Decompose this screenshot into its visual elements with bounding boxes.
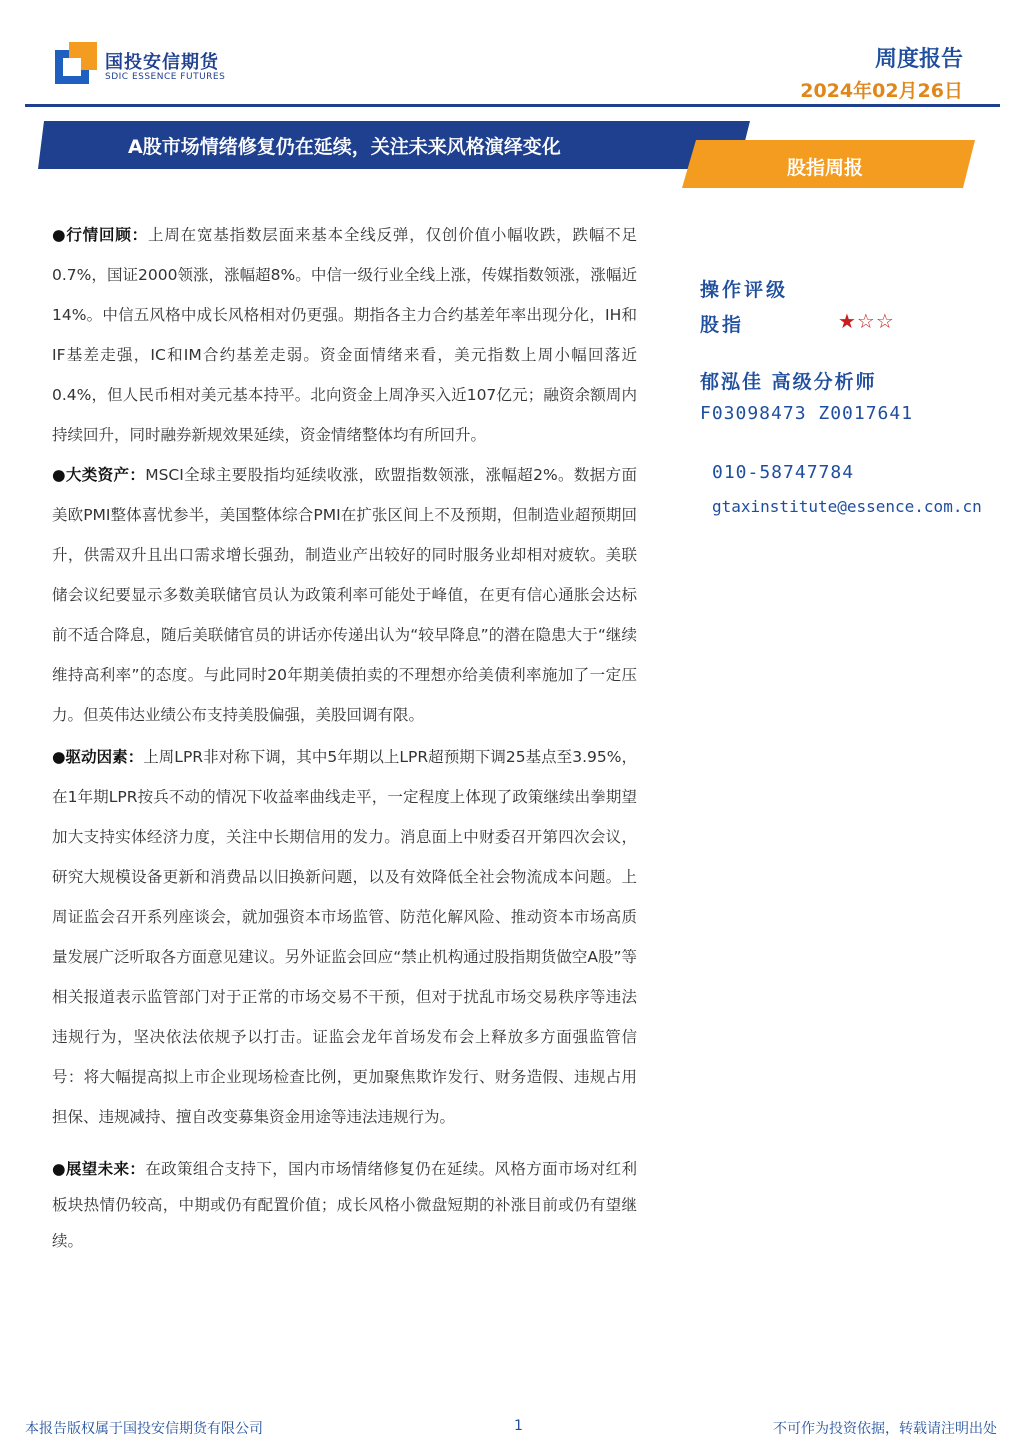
- section-outlook: [52, 1151, 637, 1259]
- section-heading: ●行情回顾：: [52, 226, 148, 244]
- logo-mark-icon: [55, 42, 97, 84]
- report-title: A股市场情绪修复仍在延续，关注未来风格演绎变化: [128, 136, 561, 158]
- analyst-phone: 010-58747784: [712, 462, 855, 483]
- report-category: 股指周报: [787, 157, 864, 179]
- header-divider: [25, 104, 1000, 107]
- logo-chinese-name: 国投安信期货: [105, 52, 219, 73]
- report-body: [52, 215, 637, 1259]
- report-date: 2024年02月26日: [800, 80, 963, 102]
- section-asset-classes: [52, 455, 637, 735]
- report-type: 周度报告: [874, 47, 963, 72]
- footer-disclaimer: 不可作为投资依据，转载请注明出处: [773, 1421, 997, 1437]
- rating-title: 操作评级: [700, 279, 789, 301]
- page-number: 1: [514, 1418, 523, 1434]
- footer-copyright: 本报告版权属于国投安信期货有限公司: [25, 1421, 263, 1437]
- analyst-license: F03098473 Z0017641: [700, 403, 914, 424]
- logo-english-name: SDIC ESSENCE FUTURES: [105, 72, 226, 82]
- rating-label: 股指: [700, 314, 745, 336]
- section-heading: ●驱动因素：: [52, 748, 144, 766]
- section-text: MSCI全球主要股指均延续收涨，欧盟指数领涨，涨幅超2%。数据方面美欧PMI整体喜忧参半，美国整体综合PMI在扩张区间上不及预期，但制造业超预期回升，供需双升且出口需求增长强劲，制造业产出较好的同时服务业却相对疲软。美联储会议纪要显示多数美联储官员认为政策利率可能处于峰值，在更有信心通胀会达标前不适合降息，随后美联储官员的讲话亦传递出认为“较早降息”的潜在隐患大于“继续维持高利率”的态度。与此同时20年期美债拍卖的不理想亦给美债利率施加了一定压力。但英伟达业绩公布支持美股偏强，美股回调有限。: [52, 466, 638, 724]
- section-heading: ●大类资产：: [52, 466, 146, 484]
- section-text: 上周在宽基指数层面来基本全线反弹，仅创价值小幅收跌，跌幅不足0.7%，国证2000领涨，涨幅超8%。中信一级行业全线上涨，传媒指数领涨，涨幅近14%。中信五风格中成长风格相对仍更强。期指各主力合约基差年率出现分化，IH和IF基差走强，IC和IM合约基差走弱。资金面情绪来看，美元指数上周小幅回落近0.4%，但人民币相对美元基本持平。北向资金上周净买入近107亿元；融资余额周内持续回升，同时融券新规效果延续，资金情绪整体均有所回升。: [52, 226, 637, 444]
- section-text: 在政策组合支持下，国内市场情绪修复仍在延续。风格方面市场对红利板块热情仍较高，中期或仍有配置价值；成长风格小微盘短期的补涨目前或仍有望继续。: [52, 1160, 637, 1250]
- section-text: 上周LPR非对称下调，其中5年期以上LPR超预期下调25基点至3.95%，在1年期LPR按兵不动的情况下收益率曲线走平，一定程度上体现了政策继续出拳期望加大支持实体经济力度，关注中长期信用的发力。消息面上中财委召开第四次会议，研究大规模设备更新和消费品以旧换新问题，以及有效降低全社会物流成本问题。上周证监会召开系列座谈会，就加强资本市场监管、防范化解风险、推动资本市场高质量发展广泛听取各方面意见建议。另外证监会回应“禁止机构通过股指期货做空A股”等相关报道表示监管部门对于正常的市场交易不干预，但对于扰乱市场交易秩序等违法违规行为，坚决依法依规予以打击。证监会龙年首场发布会上释放多方面强监管信号：将大幅提高拟上市企业现场检查比例，更加聚焦欺诈发行、财务造假、违规占用担保、违规减持、擅自改变募集资金用途等违法违规行为。: [52, 748, 637, 1126]
- company-logo: [55, 42, 235, 92]
- section-market-review: [52, 215, 637, 455]
- analyst-email: gtaxinstitute@essence.com.cn: [712, 497, 982, 516]
- rating-stars-icon: ★☆☆: [838, 309, 895, 333]
- section-heading: ●展望未来：: [52, 1160, 146, 1178]
- analyst-name: 郁泓佳 高级分析师: [700, 371, 877, 393]
- section-drivers: [52, 737, 637, 1137]
